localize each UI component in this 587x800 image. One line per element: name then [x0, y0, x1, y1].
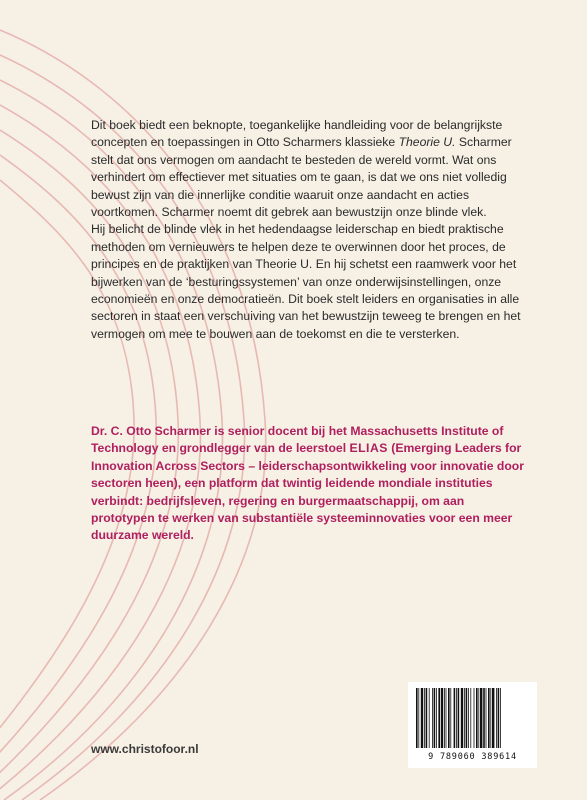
barcode-bar	[466, 688, 468, 748]
blurb-paragraph-1	[91, 117, 531, 221]
barcode-bar	[446, 688, 447, 748]
barcode-bar	[426, 688, 428, 748]
blurb-paragraph-2: Hij belicht de blinde vlek in het hedendaagse leiderschap en biedt praktische methoden om vernieuwers te helpen deze te overwinnen door het proces, de principes en de praktijken van Theorie U. En hij schetst een raamwerk voor het bijwerken van de ‘besturingssystemen’ van onze onderwijsinstellingen, onze economieën en onze democratieën. Dit boek stelt leiders en organisaties in alle sectoren in staat een verschuiving van het bewustzijn teweeg te brengen en het vermogen om mee te bouwen aan de toekomst en die te versterken.	[91, 222, 521, 341]
barcode-bar	[441, 688, 443, 748]
barcode-bar	[434, 688, 436, 748]
publisher-website: www.christofoor.nl	[91, 742, 199, 756]
back-cover-blurb	[91, 117, 531, 343]
barcode-bar	[478, 688, 479, 748]
barcode-bar	[496, 688, 497, 748]
barcode-bar	[444, 688, 445, 748]
isbn-number: 9 789060 389614	[428, 752, 517, 762]
barcode-bar	[429, 688, 430, 748]
barcode	[408, 682, 537, 768]
author-bio-text-a: Dr. C. Otto Scharmer is senior docent bij het Massachusetts Institute of Technology en grondlegger van de leerstoel	[91, 424, 504, 456]
barcode-bar	[458, 688, 460, 748]
blurb-p1-text-a: Dit boek biedt een beknopte, toegankelijke handleiding voor de belangrijkste concepten en toepassingen in Otto Scharmers klassieke	[91, 118, 503, 150]
barcode-bar	[492, 688, 494, 748]
barcode-bar	[448, 688, 450, 748]
barcode-bar	[450, 688, 451, 748]
barcode-bar	[490, 688, 491, 748]
barcode-bar	[421, 688, 423, 748]
barcode-bar	[486, 688, 487, 748]
barcode-bar	[464, 688, 465, 748]
barcode-bar	[416, 688, 418, 748]
barcode-bar	[483, 688, 485, 748]
blurb-p1-text-b: Scharmer stelt dat ons vermogen om aandacht te besteden de wereld vormt. Wat ons verhindert om effectiever met situaties om te gaan, is dat we ons niet volledig bewust zijn van die innerlijke conditie waaruit onze aandacht en acties voortkomen. Scharmer noemt dit gebrek aan bewustzijn onze blinde vlek.	[91, 135, 512, 220]
barcode-bar	[456, 688, 457, 748]
barcode-bar	[470, 688, 471, 748]
barcode-bar	[438, 688, 440, 748]
barcode-bar	[480, 688, 482, 748]
barcode-bar	[436, 688, 437, 748]
barcode-bar	[461, 688, 463, 748]
barcode-bar	[454, 688, 456, 748]
barcode-bar	[498, 688, 500, 748]
author-bio	[91, 423, 531, 545]
barcode-bar	[468, 688, 469, 748]
barcode-bar	[488, 688, 490, 748]
barcode-bar	[474, 688, 475, 748]
author-bio-text-b: (Emerging Leaders for Innovation Across Sectors – leiderschapsontwikkeling voor innovatie door sectoren heen), een platform dat twintig leidende mondiale instituties verbindt: bedrijfsleven, regering en burgermaatschappij, om aan prototypen te werken van substantiële systeeminnovaties voor een meer duurzame wereld.	[91, 441, 524, 543]
barcode-bars	[412, 688, 533, 750]
book-title: Theorie U.	[398, 135, 456, 150]
barcode-bar	[476, 688, 478, 748]
barcode-bar	[500, 688, 501, 748]
elias-name: ELIAS	[349, 441, 388, 456]
barcode-bar	[424, 688, 425, 748]
barcode-bar	[418, 688, 419, 748]
barcode-bar	[432, 688, 433, 748]
